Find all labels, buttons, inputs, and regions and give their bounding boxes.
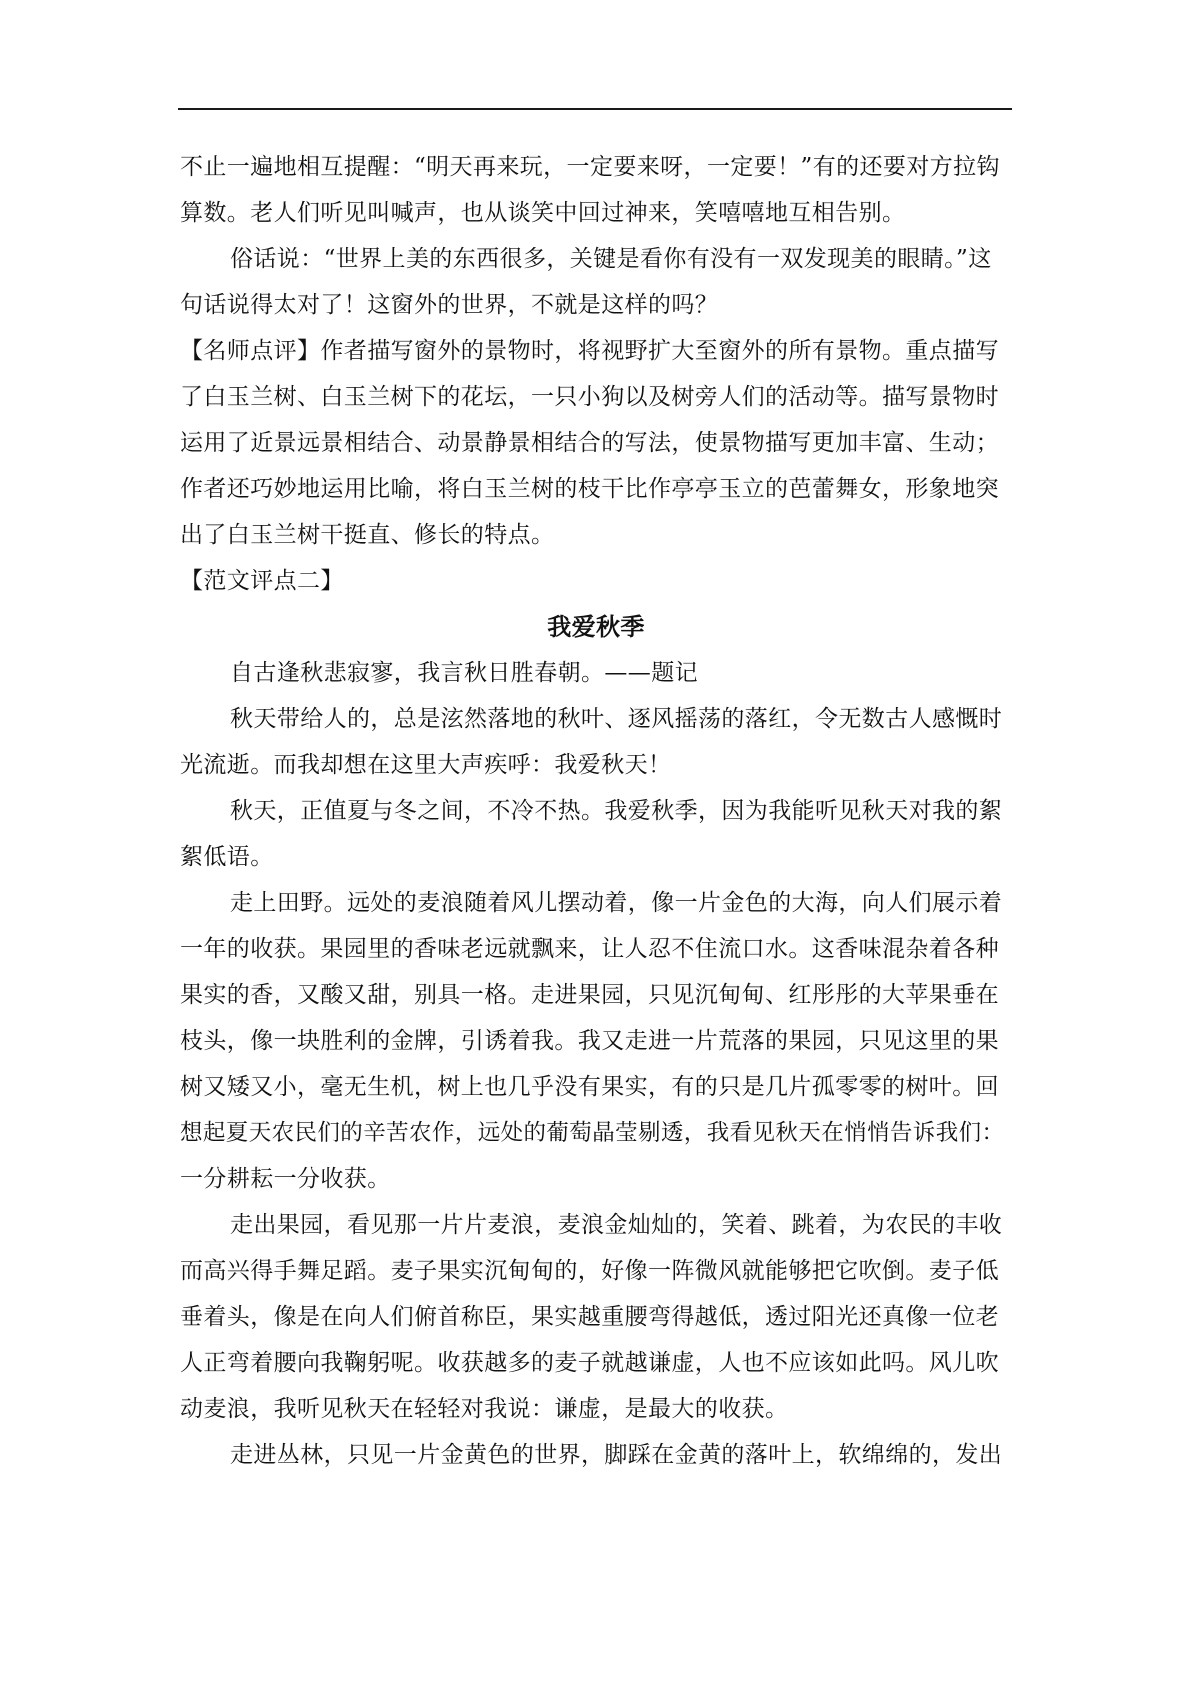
paragraph-line: 句话说得太对了！这窗外的世界，不就是这样的吗？ — [180, 292, 719, 318]
comment-line: 了白玉兰树、白玉兰树下的花坛，一只小狗以及树旁人们的活动等。描写景物时 — [180, 384, 999, 410]
header-rule — [178, 108, 1012, 110]
paragraph-line: 絮低语。 — [180, 844, 274, 870]
section-heading: 【范文评点二】 — [180, 568, 344, 594]
paragraph-line: 不止一遍地相互提醒：“明天再来玩，一定要来呀，一定要！”有的还要对方拉钩 — [180, 154, 1000, 180]
paragraph-line: 树又矮又小，毫无生机，树上也几乎没有果实，有的只是几片孤零零的树叶。回 — [180, 1074, 999, 1100]
comment-line: 作者还巧妙地运用比喻，将白玉兰树的枝干比作亭亭玉立的芭蕾舞女，形象地突 — [180, 476, 999, 502]
paragraph-line: 枝头，像一块胜利的金牌，引诱着我。我又走进一片荒落的果园，只见这里的果 — [180, 1028, 999, 1054]
paragraph-line: 而高兴得手舞足蹈。麦子果实沉甸甸的，好像一阵微风就能够把它吹倒。麦子低 — [180, 1258, 999, 1284]
paragraph-line: 动麦浪，我听见秋天在轻轻对我说：谦虚，是最大的收获。 — [180, 1396, 789, 1422]
paragraph-line: 走出果园，看见那一片片麦浪，麦浪金灿灿的，笑着、跳着，为农民的丰收 — [230, 1212, 1003, 1238]
paragraph-line: 走上田野。远处的麦浪随着风儿摆动着，像一片金色的大海，向人们展示着 — [230, 890, 1003, 916]
paragraph-line: 光流逝。而我却想在这里大声疾呼：我爱秋天！ — [180, 752, 672, 778]
paragraph-line: 一分耕耘一分收获。 — [180, 1166, 391, 1192]
paragraph-line: 秋天，正值夏与冬之间，不冷不热。我爱秋季，因为我能听见秋天对我的絮 — [230, 798, 1003, 824]
comment-line: 运用了近景远景相结合、动景静景相结合的写法，使景物描写更加丰富、生动； — [180, 430, 999, 456]
paragraph-line: 垂着头，像是在向人们俯首称臣，果实越重腰弯得越低，透过阳光还真像一位老 — [180, 1304, 999, 1330]
paragraph-line: 果实的香，又酸又甜，别具一格。走进果园，只见沉甸甸、红彤彤的大苹果垂在 — [180, 982, 999, 1008]
epigraph-line: 自古逢秋悲寂寥，我言秋日胜春朝。——题记 — [230, 660, 698, 686]
paragraph-line: 人正弯着腰向我鞠躬呢。收获越多的麦子就越谦虚，人也不应该如此吗。风儿吹 — [180, 1350, 999, 1376]
page-body — [180, 144, 1012, 1478]
paragraph-line: 秋天带给人的，总是泫然落地的秋叶、逐风摇荡的落红，令无数古人感慨时 — [230, 706, 1003, 732]
comment-line: 出了白玉兰树干挺直、修长的特点。 — [180, 522, 555, 548]
essay-title: 我爱秋季 — [547, 613, 645, 641]
paragraph-line: 走进丛林，只见一片金黄色的世界，脚踩在金黄的落叶上，软绵绵的，发出 — [230, 1442, 1003, 1468]
comment-line: 【名师点评】作者描写窗外的景物时，将视野扩大至窗外的所有景物。重点描写 — [180, 338, 999, 364]
paragraph-line: 俗话说：“世界上美的东西很多，关键是看你有没有一双发现美的眼睛。”这 — [230, 246, 992, 272]
paragraph-line: 想起夏天农民们的辛苦农作，远处的葡萄晶莹剔透，我看见秋天在悄悄告诉我们： — [180, 1120, 1005, 1146]
paragraph-line: 一年的收获。果园里的香味老远就飘来，让人忍不住流口水。这香味混杂着各种 — [180, 936, 999, 962]
paragraph-line: 算数。老人们听见叫喊声，也从谈笑中回过神来，笑嘻嘻地互相告别。 — [180, 200, 906, 226]
